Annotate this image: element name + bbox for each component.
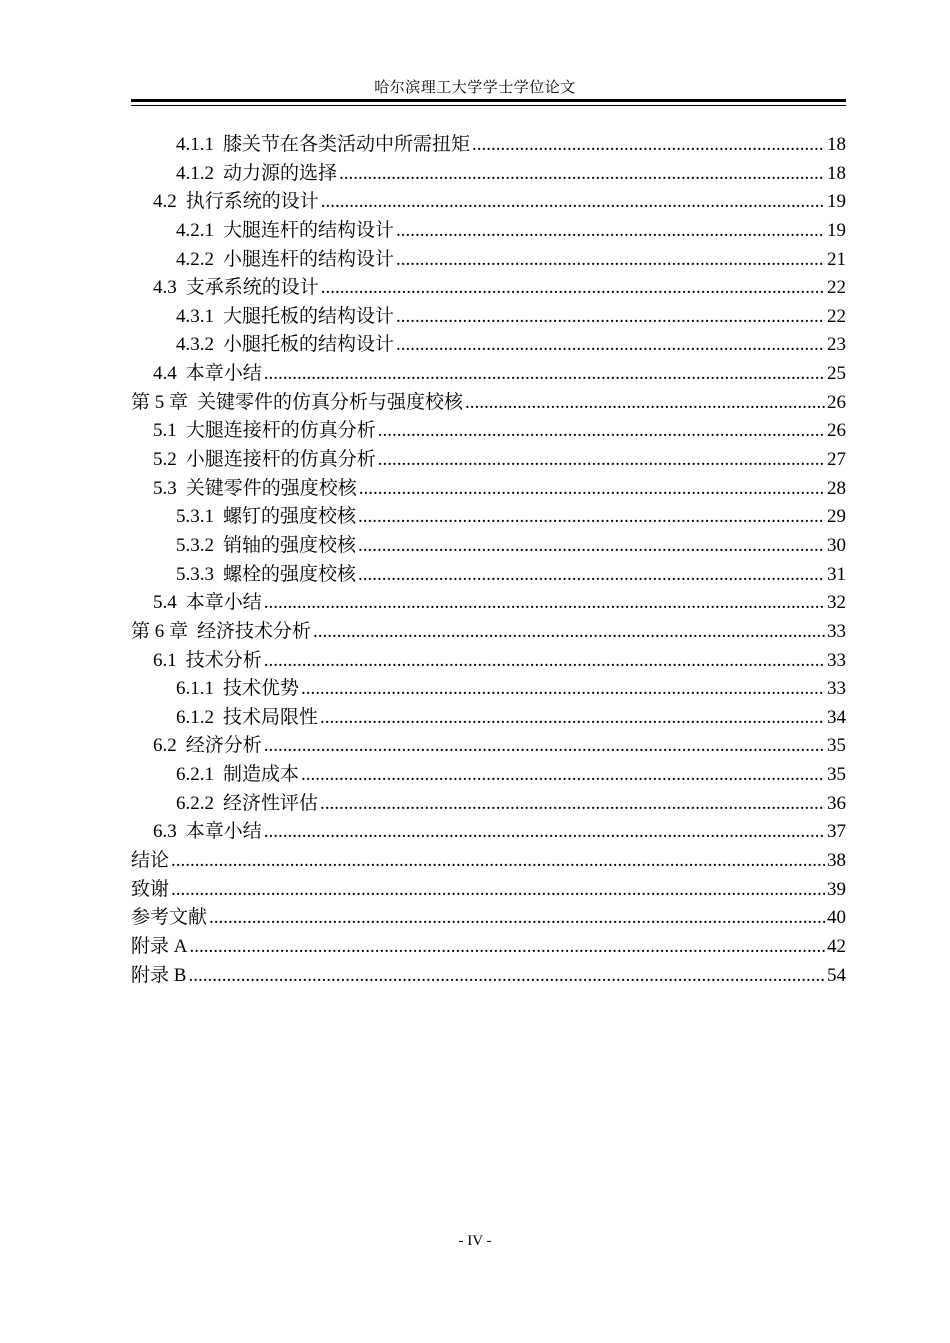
toc-entry-title: 附录 A: [131, 935, 188, 957]
toc-entry[interactable]: [131, 904, 846, 933]
toc-entry-page: 38: [827, 850, 846, 872]
toc-entry-page: 26: [827, 420, 846, 442]
toc-entry-title: 螺钉的强度校核: [223, 506, 357, 528]
toc-entry-page: 19: [827, 219, 846, 241]
toc-entry[interactable]: [131, 246, 846, 275]
toc-entry[interactable]: [131, 675, 846, 704]
toc-entry-number: 6.1: [153, 649, 177, 671]
toc-dot-leader: [320, 790, 825, 819]
toc-entry-page: 54: [827, 964, 846, 986]
toc-entry-title: 大腿托板的结构设计: [223, 305, 395, 327]
toc-entry-title: 参考文献: [131, 907, 208, 929]
toc-entry-title: 结论: [131, 850, 170, 872]
toc-entry-number: 5.4: [153, 592, 177, 614]
toc-entry-number: 5.3.2: [176, 534, 214, 556]
toc-entry-number: 6.1.1: [176, 678, 214, 700]
toc-dot-leader: [264, 647, 825, 676]
toc-entry-title: 技术局限性: [223, 706, 319, 728]
toc-dot-leader: [396, 331, 825, 360]
toc-entry[interactable]: [131, 331, 846, 360]
toc-entry-number: 4.1.1: [176, 134, 214, 155]
toc-entry-page: 27: [827, 449, 846, 471]
toc-entry-number: 4.2.2: [176, 248, 214, 270]
toc-entry[interactable]: [131, 933, 846, 962]
toc-entry-page: 26: [827, 391, 846, 413]
toc-entry[interactable]: [131, 389, 846, 418]
toc-entry[interactable]: [131, 704, 846, 733]
toc-entry-number: 4.1.2: [176, 162, 214, 184]
toc-entry-title: 大腿连接杆的仿真分析: [185, 420, 376, 442]
toc-entry-number: 4.2: [153, 191, 177, 213]
toc-entry-number: 6.3: [153, 821, 177, 843]
toc-entry-title: 膝关节在各类活动中所需扭矩: [223, 134, 471, 155]
toc-entry[interactable]: [131, 446, 846, 475]
toc-entry-title: 本章小结: [185, 592, 262, 614]
toc-entry-number: 5.3.3: [176, 563, 214, 585]
toc-entry[interactable]: [131, 618, 846, 647]
toc-dot-leader: [396, 217, 825, 246]
table-of-contents: [131, 131, 846, 990]
header-rule-thick: [131, 99, 846, 102]
toc-entry-number: 4.4: [153, 363, 177, 385]
toc-entry-title: 小腿连接杆的仿真分析: [185, 449, 376, 471]
toc-entry-title: 附录 B: [131, 964, 187, 986]
toc-entry-title: 技术优势: [223, 678, 300, 700]
toc-entry-number: 4.3.1: [176, 305, 214, 327]
toc-dot-leader: [189, 933, 825, 962]
toc-entry-title: 小腿连杆的结构设计: [223, 248, 395, 270]
toc-dot-leader: [339, 160, 825, 189]
toc-entry[interactable]: [131, 131, 846, 160]
toc-entry-page: 29: [827, 506, 846, 528]
toc-entry-page: 31: [827, 563, 846, 585]
toc-dot-leader: [358, 503, 825, 532]
toc-dot-leader: [264, 732, 825, 761]
toc-entry-page: 25: [827, 363, 846, 385]
toc-entry-title: 销轴的强度校核: [223, 534, 357, 556]
toc-entry-title: 制造成本: [223, 764, 300, 786]
toc-entry[interactable]: [131, 475, 846, 504]
toc-entry-page: 34: [827, 706, 846, 728]
toc-entry[interactable]: [131, 532, 846, 561]
page-number: - IV -: [458, 1233, 492, 1249]
toc-entry-number: 第 6 章: [131, 620, 189, 642]
toc-entry[interactable]: [131, 417, 846, 446]
toc-entry-title: 经济分析: [185, 735, 262, 757]
toc-dot-leader: [264, 589, 825, 618]
toc-dot-leader: [301, 675, 825, 704]
toc-entry-page: 36: [827, 792, 846, 814]
toc-entry-page: 18: [827, 134, 846, 155]
toc-entry-number: 4.2.1: [176, 219, 214, 241]
toc-entry[interactable]: [131, 561, 846, 590]
toc-entry[interactable]: [131, 847, 846, 876]
toc-entry-page: 37: [827, 821, 846, 843]
toc-dot-leader: [171, 847, 825, 876]
toc-dot-leader: [264, 818, 825, 847]
toc-dot-leader: [321, 188, 825, 217]
toc-entry-title: 经济技术分析: [197, 620, 312, 642]
toc-dot-leader: [358, 532, 825, 561]
toc-entry-title: 致谢: [131, 878, 170, 900]
toc-entry-page: 42: [827, 935, 846, 957]
toc-entry-number: 第 5 章: [131, 391, 189, 413]
toc-entry-number: 6.1.2: [176, 706, 214, 728]
toc-entry-title: 大腿连杆的结构设计: [223, 219, 395, 241]
toc-entry[interactable]: [131, 303, 846, 332]
toc-dot-leader: [188, 962, 825, 991]
toc-entry[interactable]: [131, 217, 846, 246]
toc-entry-page: 22: [827, 277, 846, 299]
toc-entry[interactable]: [131, 589, 846, 618]
toc-entry-page: 28: [827, 477, 846, 499]
toc-entry-page: 33: [827, 649, 846, 671]
toc-entry[interactable]: [131, 790, 846, 819]
toc-dot-leader: [301, 761, 825, 790]
toc-entry[interactable]: [131, 274, 846, 303]
toc-entry-page: 19: [827, 191, 846, 213]
toc-entry-title: 动力源的选择: [223, 162, 338, 184]
toc-entry-page: 18: [827, 162, 846, 184]
toc-entry-title: 经济性评估: [223, 792, 319, 814]
toc-entry-page: 30: [827, 534, 846, 556]
toc-dot-leader: [321, 274, 825, 303]
toc-dot-leader: [396, 303, 825, 332]
toc-dot-leader: [171, 876, 825, 905]
toc-entry-number: 4.3.2: [176, 334, 214, 356]
toc-entry-number: 6.2.2: [176, 792, 214, 814]
toc-entry[interactable]: [131, 876, 846, 905]
toc-dot-leader: [378, 417, 825, 446]
toc-entry-page: 33: [827, 620, 846, 642]
toc-entry-page: 33: [827, 678, 846, 700]
toc-entry-page: 23: [827, 334, 846, 356]
toc-entry-title: 关键零件的仿真分析与强度校核: [197, 391, 464, 413]
toc-entry[interactable]: [131, 818, 846, 847]
toc-entry-title: 螺栓的强度校核: [223, 563, 357, 585]
toc-entry-title: 小腿托板的结构设计: [223, 334, 395, 356]
toc-entry-number: 6.2.1: [176, 764, 214, 786]
toc-entry-title: 关键零件的强度校核: [185, 477, 357, 499]
toc-entry-number: 5.2: [153, 449, 177, 471]
toc-entry-title: 执行系统的设计: [185, 191, 319, 213]
toc-entry-title: 技术分析: [185, 649, 262, 671]
toc-entry[interactable]: [131, 160, 846, 189]
toc-entry-number: 5.3.1: [176, 506, 214, 528]
toc-entry-title: 支承系统的设计: [185, 277, 319, 299]
toc-entry-title: 本章小结: [185, 821, 262, 843]
toc-entry[interactable]: [131, 732, 846, 761]
toc-entry[interactable]: [131, 503, 846, 532]
toc-entry-page: 21: [827, 248, 846, 270]
toc-dot-leader: [465, 389, 825, 418]
toc-entry-number: 5.3: [153, 477, 177, 499]
toc-entry[interactable]: [131, 360, 846, 389]
toc-dot-leader: [264, 360, 825, 389]
toc-entry-page: 40: [827, 907, 846, 929]
toc-entry-page: 39: [827, 878, 846, 900]
toc-dot-leader: [209, 904, 825, 933]
toc-dot-leader: [472, 131, 825, 160]
toc-entry[interactable]: [131, 962, 846, 991]
header-rule-thin: [131, 105, 846, 106]
toc-dot-leader: [320, 704, 825, 733]
toc-entry-page: 22: [827, 305, 846, 327]
toc-entry-page: 32: [827, 592, 846, 614]
toc-dot-leader: [396, 246, 825, 275]
page-header: 哈尔滨理工大学学士学位论文: [374, 80, 576, 96]
toc-entry[interactable]: [131, 188, 846, 217]
toc-dot-leader: [358, 561, 825, 590]
toc-entry-title: 本章小结: [185, 363, 262, 385]
toc-entry-number: 5.1: [153, 420, 177, 442]
toc-entry-page: 35: [827, 764, 846, 786]
toc-entry[interactable]: [131, 647, 846, 676]
toc-entry-number: 6.2: [153, 735, 177, 757]
toc-dot-leader: [378, 446, 825, 475]
toc-entry-page: 35: [827, 735, 846, 757]
toc-entry-number: 4.3: [153, 277, 177, 299]
toc-entry[interactable]: [131, 761, 846, 790]
toc-dot-leader: [313, 618, 825, 647]
toc-dot-leader: [359, 475, 825, 504]
